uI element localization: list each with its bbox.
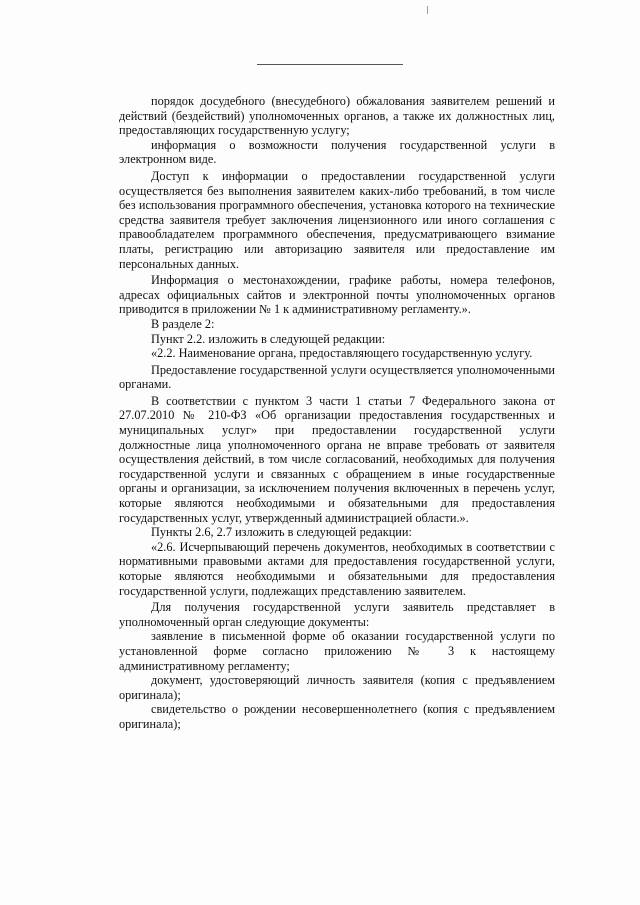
paragraph-clauses-2-6-2-7-intro: Пункты 2.6, 2.7 изложить в следующей редакции:: [151, 525, 412, 540]
paragraph-federal-law: В соответствии с пунктом 3 части 1 статьи 7 Федерального закона от 27.07.2010 № 210-ФЗ «Об организации предоставления государственных и муниципальных услуг» при предоставлении государственной услуги должностные лица уполномоченного органа не вправе требовать от заявителя осуществления действий, в том числе согласований, необходимых для получения государственной услуги и связанных с обращением в иные государственные органы и организации, за исключением получения включенных в перечень услуг, которые являются необходимыми и обязательными для предоставления государственных услуг, утвержденный администрацией области.».: [119, 393, 555, 525]
scan-artifact-mark: [427, 6, 428, 14]
paragraph-documents-intro: Для получения государственной услуги заявитель представляет в уполномоченный орган следующие документы:: [119, 600, 555, 629]
paragraph-electronic-info: информация о возможности получения государственной услуги в электронном виде.: [119, 137, 555, 167]
paragraph-clause-2-6: «2.6. Исчерпывающий перечень документов, необходимых в соответствии с нормативными правовыми актами для предоставления государственной услуги, которые являются необходимыми и обязательными для предоставления государственной услуги, подлежащих представлению заявителем.: [119, 539, 555, 598]
list-item-application: заявление в письменной форме об оказании государственной услуги по установленной форме согласно приложению № 3 к настоящему административному регламенту;: [119, 629, 555, 673]
paragraph-clause-2-2: «2.2. Наименование органа, предоставляющего государственную услугу.: [151, 346, 533, 361]
paragraph-service-provision: Предоставление государственной услуги осуществляется уполномоченными органами.: [119, 362, 555, 392]
paragraph-appeal-procedure: порядок досудебного (внесудебного) обжалования заявителем решений и действий (бездействий) уполномоченных органов, а также их должностных лиц, предоставляющих государственную услугу;: [119, 94, 555, 138]
list-item-birth-certificate: свидетельство о рождении несовершеннолетнего (копия с предъявлением оригинала);: [119, 702, 555, 731]
paragraph-access-info: Доступ к информации о предоставлении государственной услуги осуществляется без выполнения заявителем каких-либо требований, в том числе без использования программного обеспечения, установка которого на технические средства заявителя требует заключения лицензионного или иного соглашения с правообладателем программного обеспечения, предусматривающего взимание платы, регистрацию или авторизацию заявителя или предоставление им персональных данных.: [119, 168, 555, 271]
document-body: [119, 94, 555, 732]
header-rule: [257, 64, 403, 65]
paragraph-clause-2-2-intro: Пункт 2.2. изложить в следующей редакции:: [151, 331, 386, 346]
paragraph-location-info: Информация о местонахождении, графике работы, номера телефонов, адресах официальных сайтов и электронной почты уполномоченных органов приводится в приложении № 1 к административному регламенту.».: [119, 273, 555, 317]
paragraph-section-2: В разделе 2:: [151, 316, 215, 331]
list-item-identity-document: документ, удостоверяющий личность заявителя (копия с предъявлением оригинала);: [119, 673, 555, 702]
